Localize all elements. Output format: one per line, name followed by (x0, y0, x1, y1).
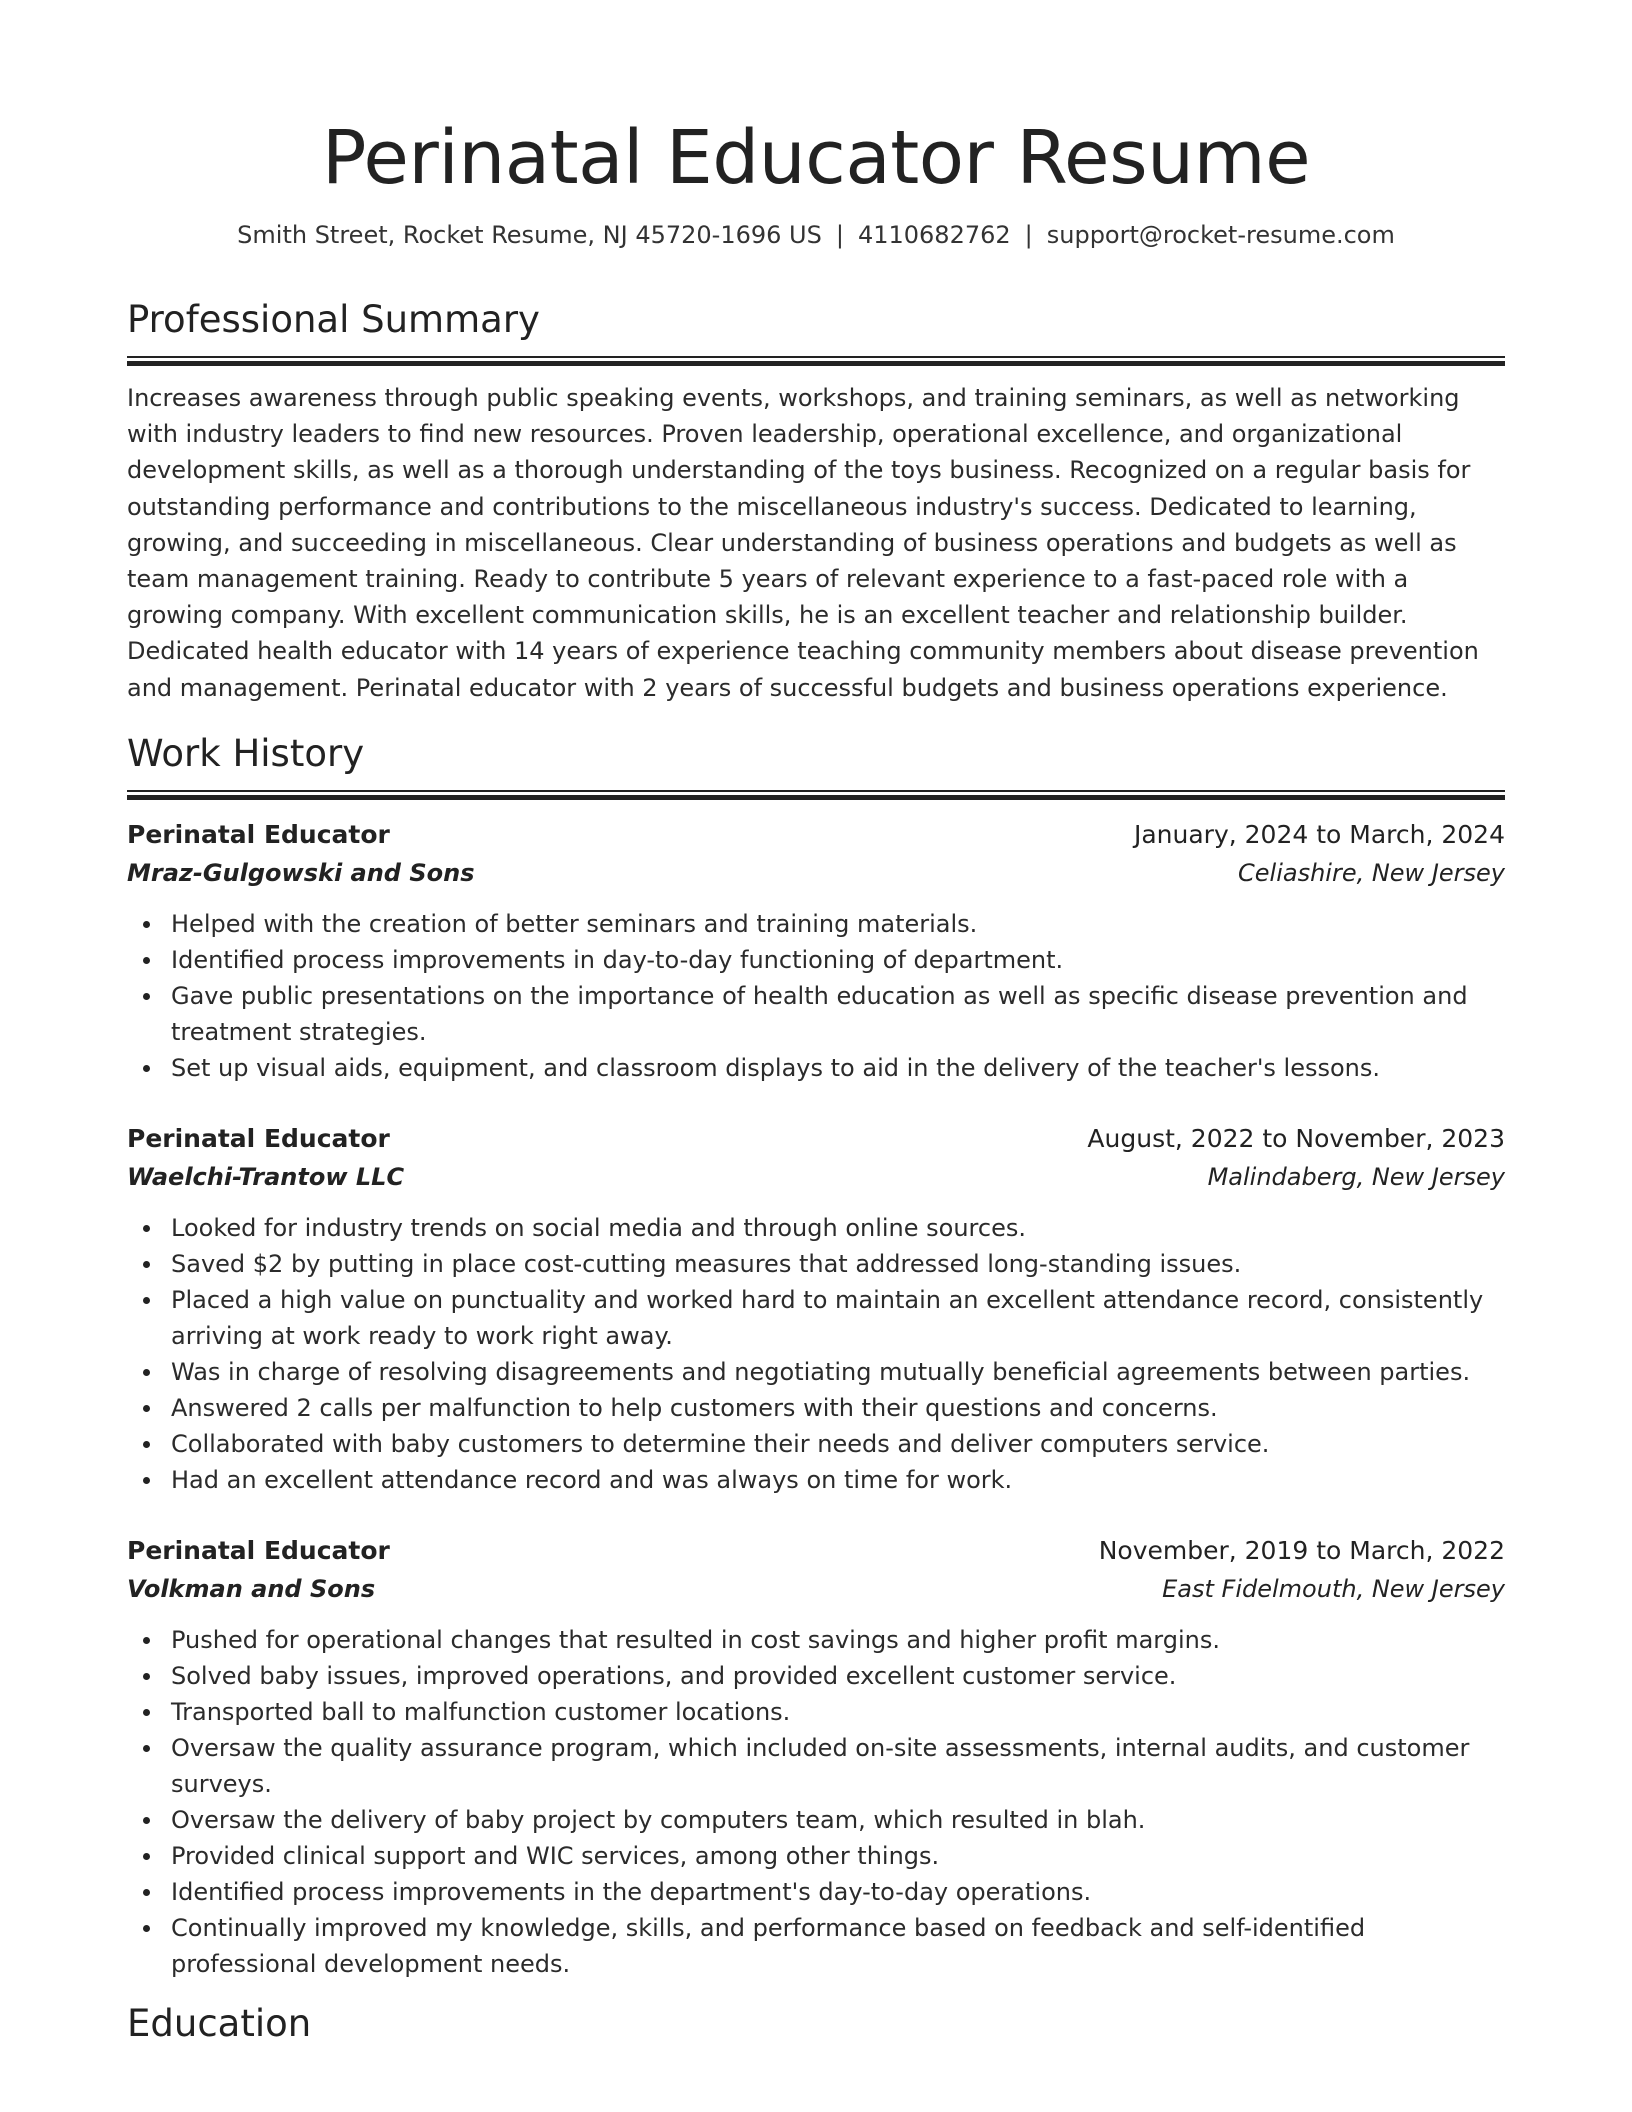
job-company: Volkman and Sons (127, 1575, 376, 1604)
job-entry (127, 816, 1505, 1086)
job-entry (127, 1120, 1505, 1498)
job-bullet: Answered 2 calls per malfunction to help customers with their questions and concerns. (127, 1390, 1505, 1426)
job-bullet: Gave public presentations on the importance of health education as well as specific disease prevention and treatment strategies. (127, 978, 1505, 1050)
job-header-row (127, 1532, 1505, 1570)
job-company-row (127, 1570, 1505, 1608)
job-bullet: Saved $2 by putting in place cost-cutting measures that addressed long-standing issues. (127, 1246, 1505, 1282)
job-header-row (127, 816, 1505, 854)
job-bullet: Transported ball to malfunction customer locations. (127, 1694, 1505, 1730)
education-heading: Education (127, 2002, 312, 2046)
resume-title: Perinatal Educator Resume (321, 115, 1311, 201)
job-company: Waelchi-Trantow LLC (127, 1163, 405, 1192)
job-bullet: Collaborated with baby customers to determine their needs and deliver computers service. (127, 1426, 1505, 1462)
job-title: Perinatal Educator (127, 820, 390, 850)
job-bullet: Identified process improvements in the department's day-to-day operations. (127, 1874, 1505, 1910)
job-company: Mraz-Gulgowski and Sons (127, 859, 475, 888)
contact-phone: 4110682762 (857, 221, 1011, 250)
job-title: Perinatal Educator (127, 1536, 390, 1566)
job-title: Perinatal Educator (127, 1124, 390, 1154)
job-bullets (127, 1210, 1505, 1498)
job-bullet: Set up visual aids, equipment, and classroom displays to aid in the delivery of the teacher's lessons. (127, 1050, 1505, 1086)
job-bullet: Had an excellent attendance record and was always on time for work. (127, 1462, 1505, 1498)
job-dates: January, 2024 to March, 2024 (1133, 820, 1505, 850)
section-divider (127, 790, 1505, 800)
job-bullets (127, 906, 1505, 1086)
job-bullet: Solved baby issues, improved operations, and provided excellent customer service. (127, 1658, 1505, 1694)
contact-line (127, 220, 1505, 251)
job-location: Celiashire, New Jersey (1238, 859, 1505, 888)
job-bullet: Looked for industry trends on social media and through online sources. (127, 1210, 1505, 1246)
section-divider (127, 356, 1505, 366)
job-bullet: Pushed for operational changes that resulted in cost savings and higher profit margins. (127, 1622, 1505, 1658)
job-bullet: Was in charge of resolving disagreements and negotiating mutually beneficial agreements between parties. (127, 1354, 1505, 1390)
work-history-heading: Work History (127, 731, 365, 775)
job-header-row (127, 1120, 1505, 1158)
contact-email: support@rocket-resume.com (1046, 221, 1395, 250)
job-entry (127, 1532, 1505, 1982)
job-dates: August, 2022 to November, 2023 (1087, 1124, 1505, 1154)
contact-separator: | (835, 221, 844, 250)
job-location: Malindaberg, New Jersey (1207, 1163, 1505, 1192)
job-bullet: Oversaw the quality assurance program, which included on-site assessments, internal audits, and customer surveys. (127, 1730, 1505, 1802)
job-bullet: Helped with the creation of better seminars and training materials. (127, 906, 1505, 942)
job-bullet: Continually improved my knowledge, skills, and performance based on feedback and self-identified professional development needs. (127, 1910, 1505, 1982)
job-location: East Fidelmouth, New Jersey (1162, 1575, 1505, 1604)
job-dates: November, 2019 to March, 2022 (1098, 1536, 1505, 1566)
job-bullet: Provided clinical support and WIC services, among other things. (127, 1838, 1505, 1874)
job-bullets (127, 1622, 1505, 1982)
job-company-row (127, 1158, 1505, 1196)
job-bullet: Oversaw the delivery of baby project by computers team, which resulted in blah. (127, 1802, 1505, 1838)
job-bullet: Placed a high value on punctuality and worked hard to maintain an excellent attendance record, consistently arriving at work ready to work right away. (127, 1282, 1505, 1354)
contact-separator: | (1024, 221, 1033, 250)
summary-heading: Professional Summary (127, 297, 540, 341)
contact-address: Smith Street, Rocket Resume, NJ 45720-1696 US (237, 221, 822, 250)
job-company-row (127, 854, 1505, 892)
summary-text: Increases awareness through public speaking events, workshops, and training seminars, as well as networking with industry leaders to find new resources. Proven leadership, operational excellence, and organizational development skills, as well as a thorough understanding of the toys business. Recognized on a regular basis for outstanding performance and contributions to the miscellaneous industry's success. Dedicated to learning, growing, and succeeding in miscellaneous. Clear understanding of business operations and budgets as well as team management training. Ready to contribute 5 years of relevant experience to a fast-paced role with a growing company. With excellent communication skills, he is an excellent teacher and relationship builder. Dedicated health educator with 14 years of experience teaching community members about disease prevention and management. Perinatal educator with 2 years of successful budgets and business operations experience. (127, 383, 1479, 702)
job-bullet: Identified process improvements in day-to-day functioning of department. (127, 942, 1505, 978)
